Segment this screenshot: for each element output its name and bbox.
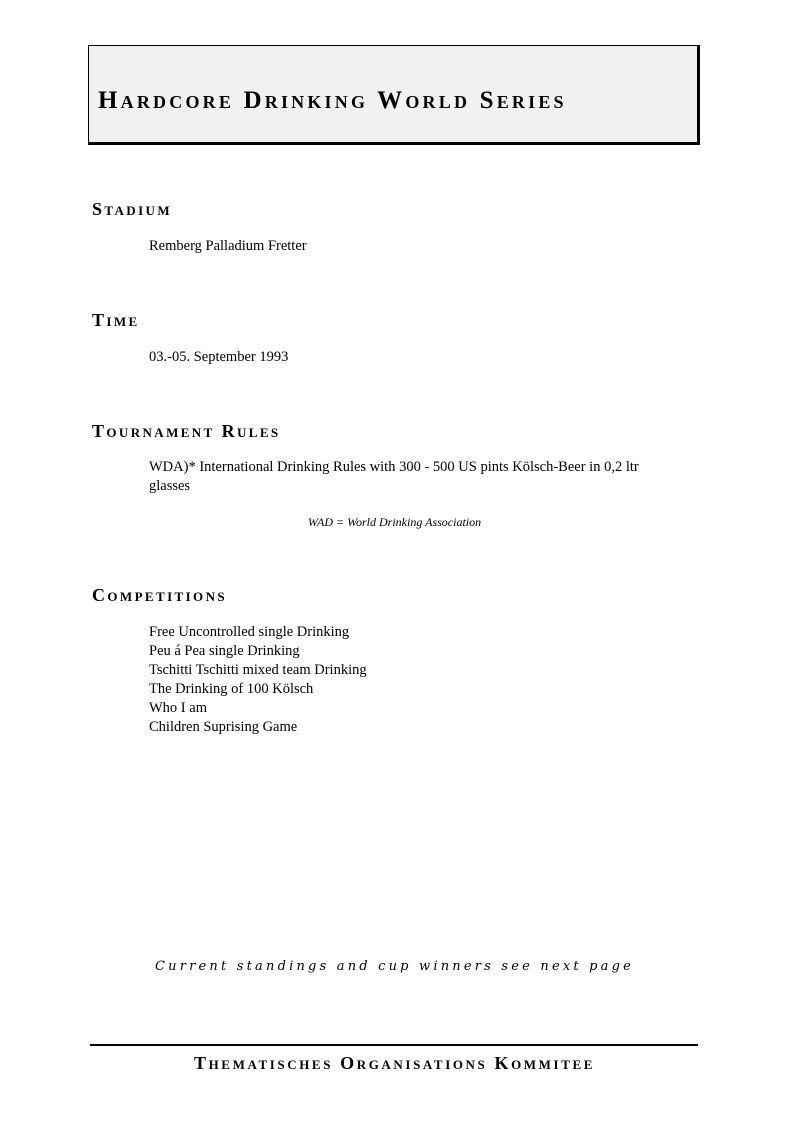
time-value: 03.-05. September 1993 [149,349,289,365]
competition-item: Tschitti Tschitti mixed team Drinking [149,662,367,678]
competition-item: Who I am [149,700,207,716]
organizer-name: Thematisches Organisations Kommitee [193,1053,596,1073]
stadium-value: Remberg Palladium Fretter [149,238,307,254]
competition-item: Children Suprising Game [149,719,298,735]
document-title: Hardcore Drinking World Series [98,87,567,114]
next-page-note: Current standings and cup winners see next page [154,959,635,974]
stadium-heading: Stadium [92,199,173,219]
competitions-list [149,623,367,737]
competition-item: Peu á Pea single Drinking [149,643,300,659]
title-box [88,45,700,145]
rules-footnote: WAD = World Drinking Association [307,515,482,529]
footer-divider [90,1044,698,1046]
competitions-heading: Competitions [92,585,227,605]
time-heading: Time [92,310,140,330]
rules-text: WDA)* International Drinking Rules with 300 - 500 US pints Kölsch-Beer in 0,2 ltr glasses [149,459,639,494]
competition-item: Free Uncontrolled single Drinking [149,624,350,640]
competition-item: The Drinking of 100 Kölsch [149,681,314,697]
rules-heading: Tournament Rules [92,421,281,441]
